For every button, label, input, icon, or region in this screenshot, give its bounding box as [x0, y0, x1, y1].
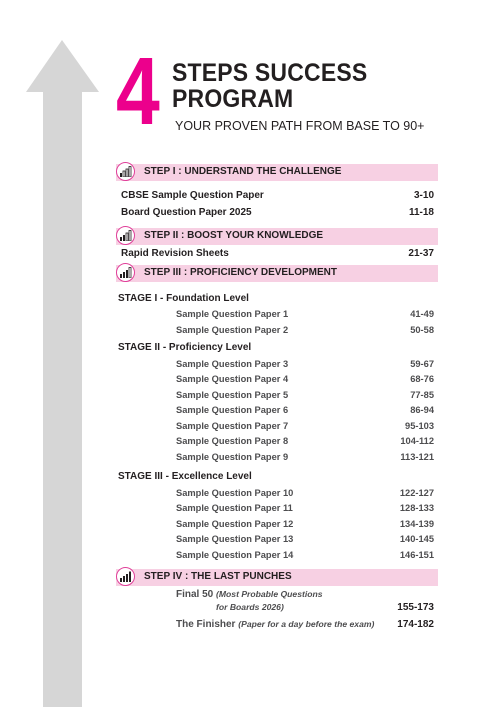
stage2-item-7-pages: 113-121 [400, 452, 434, 462]
final50-pages: 155-173 [397, 602, 434, 613]
final50-entry [176, 589, 323, 600]
step2-band [116, 228, 438, 245]
step1-item-2-title: Board Question Paper 2025 [121, 207, 252, 218]
stage1-item-2-pages: 50-58 [410, 325, 434, 335]
program-title-line1: STEPS SUCCESS [172, 59, 368, 87]
program-title-line2: PROGRAM [172, 85, 294, 113]
stage2-item-5-pages: 95-103 [405, 421, 434, 431]
progress-arrow [0, 0, 120, 707]
stage2-item-4-pages: 86-94 [410, 405, 434, 415]
stage2-item-1-title: Sample Question Paper 3 [176, 359, 289, 369]
stage3-item-4-title: Sample Question Paper 13 [176, 534, 294, 544]
stage3-item-2-title: Sample Question Paper 11 [176, 503, 293, 513]
stage3-item-3-title: Sample Question Paper 12 [176, 519, 294, 529]
stage3-item-3-pages: 134-139 [399, 519, 434, 529]
stage2-item-7-title: Sample Question Paper 9 [176, 452, 289, 462]
stage3-item-1-pages: 122-127 [399, 488, 434, 498]
stage1-item-2-title: Sample Question Paper 2 [176, 325, 289, 335]
step2-item-1-title: Rapid Revision Sheets [121, 248, 229, 259]
step1-label: STEP I : UNDERSTAND THE CHALLENGE [144, 166, 342, 177]
step1-band [116, 164, 438, 181]
step1-item-1-title: CBSE Sample Question Paper [121, 190, 264, 201]
step4-band [116, 569, 438, 586]
stage1-item-1-title: Sample Question Paper 1 [176, 309, 289, 319]
stage2-item-3-title: Sample Question Paper 5 [176, 390, 289, 400]
step3-label: STEP III : PROFICIENCY DEVELOPMENT [144, 267, 337, 278]
step2-label: STEP II : BOOST YOUR KNOWLEDGE [144, 230, 324, 241]
step2-item-1-pages: 21-37 [408, 248, 434, 259]
stage3-item-4-pages: 140-145 [399, 534, 434, 544]
final50-note-line2-wrap [216, 602, 284, 613]
stage3-item-5-title: Sample Question Paper 14 [176, 550, 294, 560]
signal-bars-4-icon [116, 567, 135, 586]
stage1-label: STAGE I - Foundation Level [118, 293, 249, 304]
stage2-item-5-title: Sample Question Paper 7 [176, 421, 289, 431]
stage2-item-4-title: Sample Question Paper 6 [176, 405, 289, 415]
signal-bars-2-icon [116, 226, 135, 245]
stage1-item-1-pages: 41-49 [410, 309, 434, 319]
finisher-pages: 174-182 [397, 619, 434, 630]
stage3-item-2-pages: 128-133 [399, 503, 434, 513]
final50-note-line1: (Most Probable Questions [216, 589, 323, 599]
stage3-label: STAGE III - Excellence Level [118, 471, 252, 482]
stage2-item-1-pages: 59-67 [410, 359, 434, 369]
step4-label: STEP IV : THE LAST PUNCHES [144, 571, 292, 582]
signal-bars-3-icon [116, 263, 135, 282]
finisher-entry [176, 619, 374, 630]
stage3-item-1-title: Sample Question Paper 10 [176, 488, 294, 498]
stage2-item-2-title: Sample Question Paper 4 [176, 374, 289, 384]
stage2-item-6-pages: 104-112 [400, 436, 434, 446]
finisher-title: The Finisher [176, 619, 236, 630]
stage2-label: STAGE II - Proficiency Level [118, 342, 252, 353]
step3-band [116, 265, 438, 282]
step1-item-2-pages: 11-18 [408, 207, 434, 218]
finisher-note: (Paper for a day before the exam) [238, 619, 375, 629]
stage3-item-5-pages: 146-151 [399, 550, 434, 560]
program-number: 4 [116, 38, 160, 145]
stage2-item-6-title: Sample Question Paper 8 [176, 436, 289, 446]
program-subtitle: YOUR PROVEN PATH FROM BASE TO 90+ [175, 119, 425, 133]
stage2-item-3-pages: 77-85 [410, 390, 434, 400]
final50-title: Final 50 [176, 589, 214, 600]
final50-note-line2: for Boards 2026) [216, 602, 284, 612]
step1-item-1-pages: 3-10 [413, 190, 434, 201]
stage2-item-2-pages: 68-76 [410, 374, 434, 384]
signal-bars-1-icon [116, 162, 135, 181]
